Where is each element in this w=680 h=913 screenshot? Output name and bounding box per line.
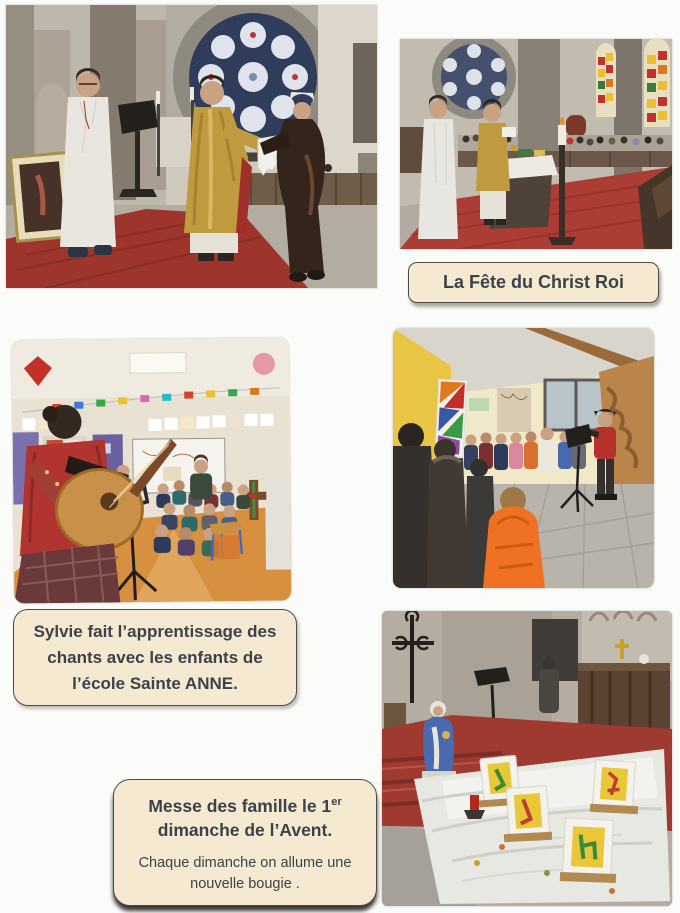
messe-title-line1: Messe des famille le 1 [148,795,332,816]
advent-icon-card [504,786,552,843]
messe-subtitle-line1: Chaque dimanche on allume une [138,855,352,872]
stained-glass-window-icon [644,39,670,127]
mass-at-altar-photo [400,39,672,249]
caption-sylvie-line1: Sylvie fait l’apprentissage des [33,621,277,641]
caption-sylvie-line3: l’école Sainte ANNE. [72,673,238,693]
advent-altar-display-photo [382,611,672,906]
caption-fete-christ-roi-text: La Fête du Christ Roi [442,272,624,292]
messe-title-sup: er [331,795,342,808]
church-ceremony-scene [6,5,377,288]
small-chair [210,521,243,560]
stained-glass-window-icon [596,43,616,117]
advent-altar-scene [382,611,672,906]
messe-title-line2: dimanche de l’Avent. [157,820,333,841]
classroom-singing-photo [12,338,292,604]
messe-subtitle-line2: nouvelle bougie . [190,876,300,893]
advent-icon-card [590,760,638,815]
caption-sylvie-line2: chants avec les enfants de [47,647,263,667]
rehearsal-hall-scene [393,328,654,588]
mass-scene [400,39,672,249]
classroom-scene [12,338,292,604]
caption-fete-christ-roi [408,262,659,303]
caption-messe-subtitle [114,853,376,895]
caption-messe-title [114,790,376,844]
caption-sylvie [13,609,297,706]
caption-messe-avent [113,779,377,906]
christ-roi-presentation-photo [6,5,377,288]
children-rehearsal-hall-photo [393,328,654,588]
advent-icon-card [560,818,616,883]
